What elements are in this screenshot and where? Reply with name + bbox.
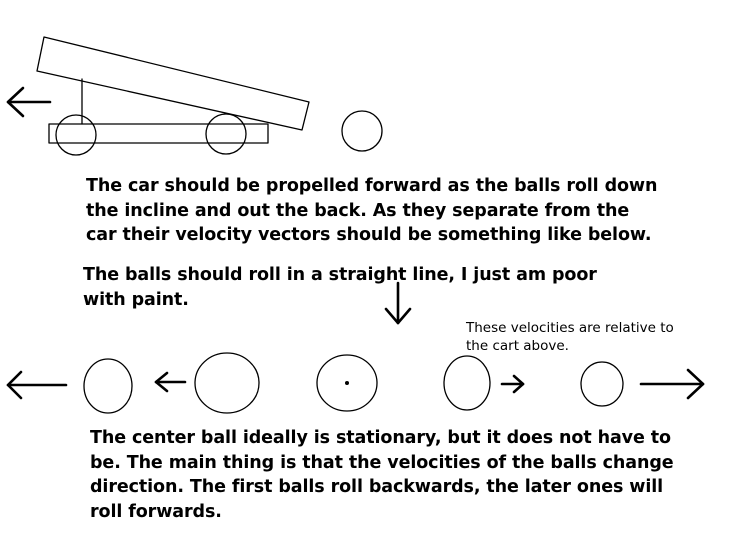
ball-leaving-cart xyxy=(342,111,382,151)
center-ball-dot xyxy=(345,381,349,385)
far-right-velocity-arrow xyxy=(641,370,703,398)
right-velocity-arrow xyxy=(502,376,523,392)
caption-line: The car should be propelled forward as the balls roll down xyxy=(86,176,658,196)
cart-wheel-rear xyxy=(206,114,246,154)
cart-body xyxy=(49,124,268,143)
caption-line: the incline and out the back. As they separate from the xyxy=(86,200,630,221)
caption-line: car their velocity vectors should be something like below. xyxy=(86,225,652,245)
caption-line: be. The main thing is that the velocities of the balls change xyxy=(90,452,674,473)
caption-line: with paint. xyxy=(83,289,189,310)
ball-2 xyxy=(195,353,259,413)
left-velocity-arrow xyxy=(156,373,185,391)
caption-line: These velocities are relative to xyxy=(466,320,674,336)
caption-straight-line xyxy=(83,263,597,312)
incline-ramp xyxy=(37,37,309,130)
cart-direction-arrow xyxy=(8,88,50,116)
ball-4 xyxy=(444,356,490,410)
cart xyxy=(37,37,309,155)
caption-line: The center ball ideally is stationary, but it does not have to xyxy=(90,428,671,448)
ball-5 xyxy=(581,362,623,406)
caption-line: The balls should roll in a straight line, I just am poor xyxy=(83,265,597,285)
far-left-velocity-arrow xyxy=(8,372,66,398)
cart-wheel-front xyxy=(56,115,96,155)
caption-relative-velocities xyxy=(466,319,674,355)
caption-line: the cart above. xyxy=(466,338,569,354)
caption-car-propulsion xyxy=(86,174,657,248)
ball-1 xyxy=(84,359,132,413)
caption-center-ball xyxy=(90,426,674,524)
caption-line: direction. The first balls roll backwards, the later ones will xyxy=(90,477,664,497)
caption-line: roll forwards. xyxy=(90,501,222,522)
